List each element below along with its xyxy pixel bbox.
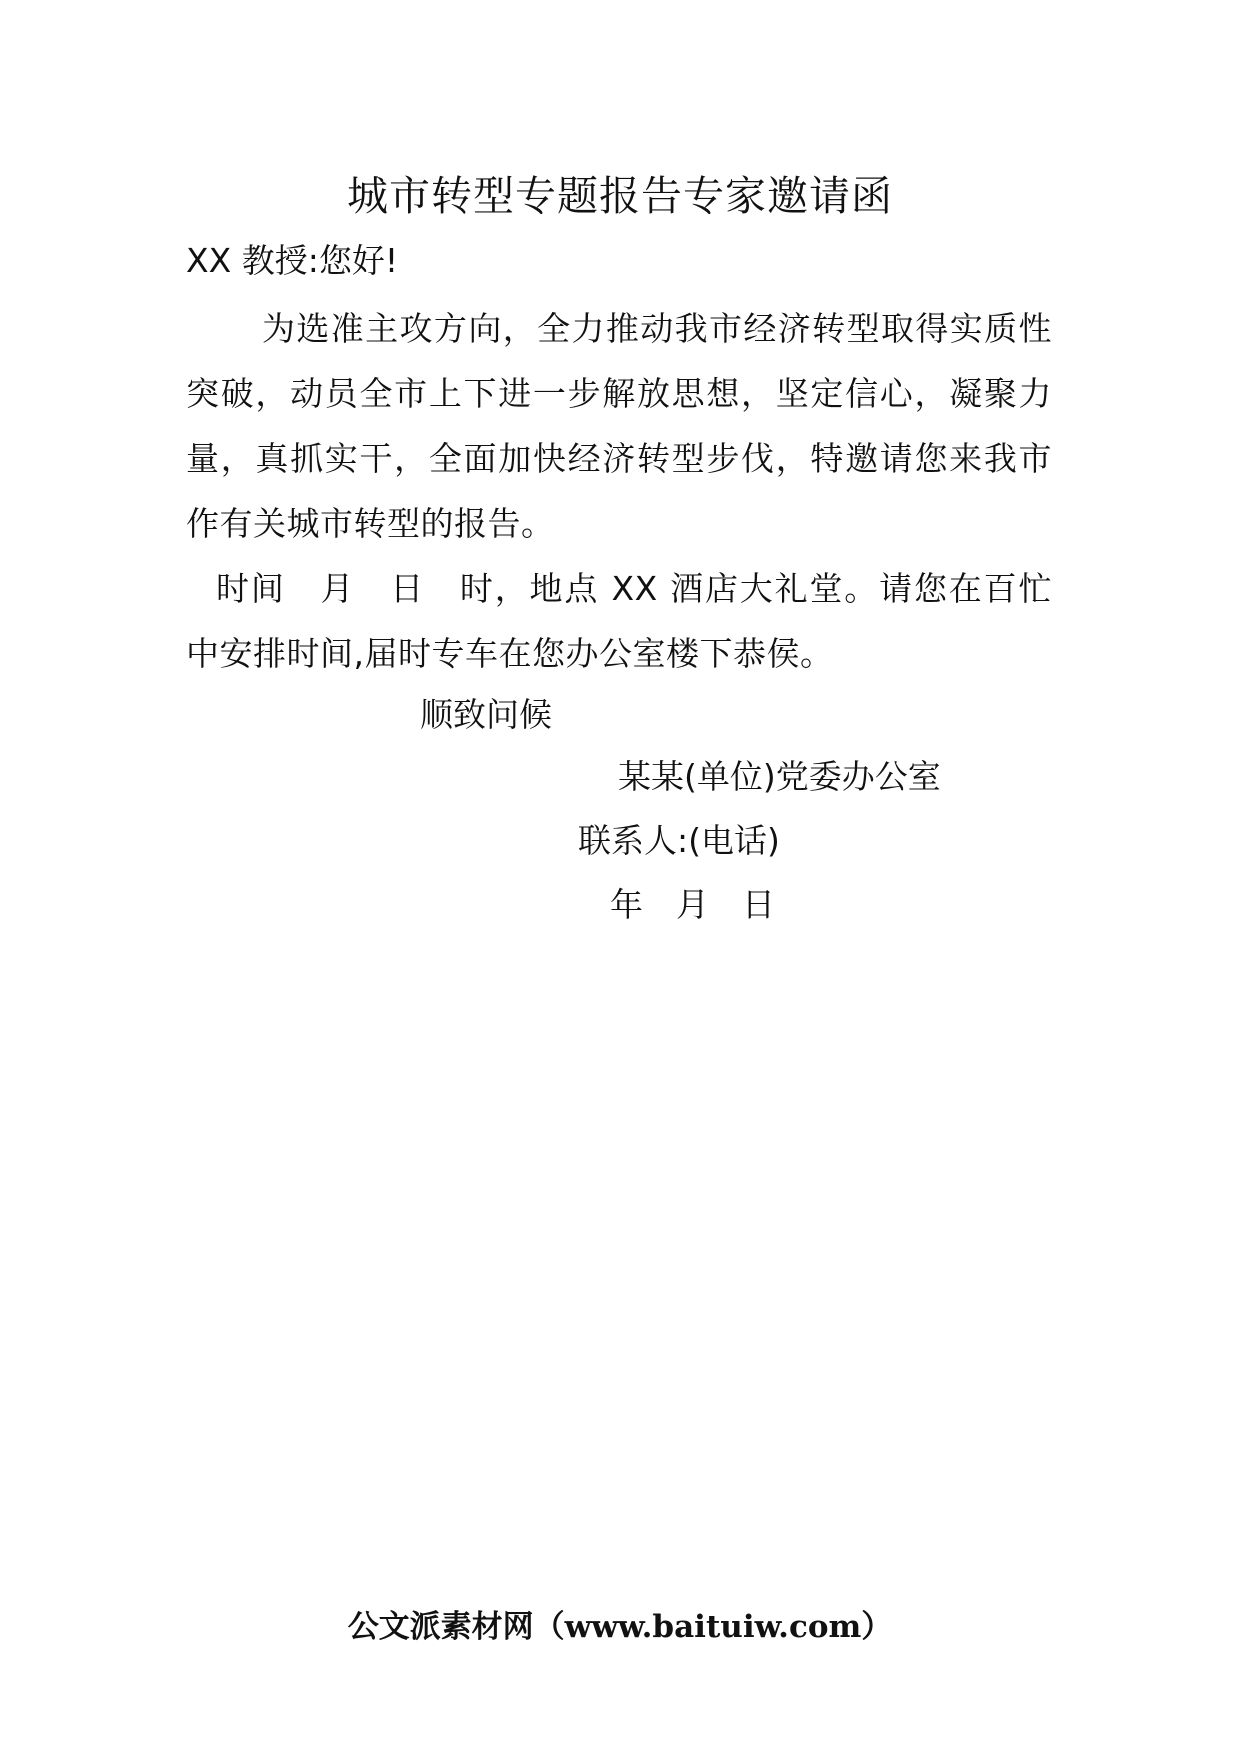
salutation: XX 教授:您好!	[186, 241, 399, 280]
contact-line: 联系人:(电话)	[578, 821, 780, 860]
date-line: 年 月 日	[610, 885, 775, 924]
body-paragraph-invitation: 为选准主攻方向，全力推动我市经济转型取得实质性突破，动员全市上下进一步解放思想，坚定信心，凝聚力量，真抓实干，全面加快经济转型步伐，特邀请您来我市作有关城市转型的报告。	[186, 309, 1052, 543]
closing-greeting: 顺致问候	[420, 695, 552, 734]
sender-organization: 某某(单位)党委办公室	[618, 757, 941, 796]
footer-watermark: 公文派素材网（www.baituiw.com）	[347, 1609, 893, 1645]
body-paragraph-time-location: 时间 月 日 时，地点 XX 酒店大礼堂。请您在百忙中安排时间,届时专车在您办公室楼下恭侯。	[186, 569, 1052, 673]
document-title: 城市转型专题报告专家邀请函	[347, 172, 893, 220]
